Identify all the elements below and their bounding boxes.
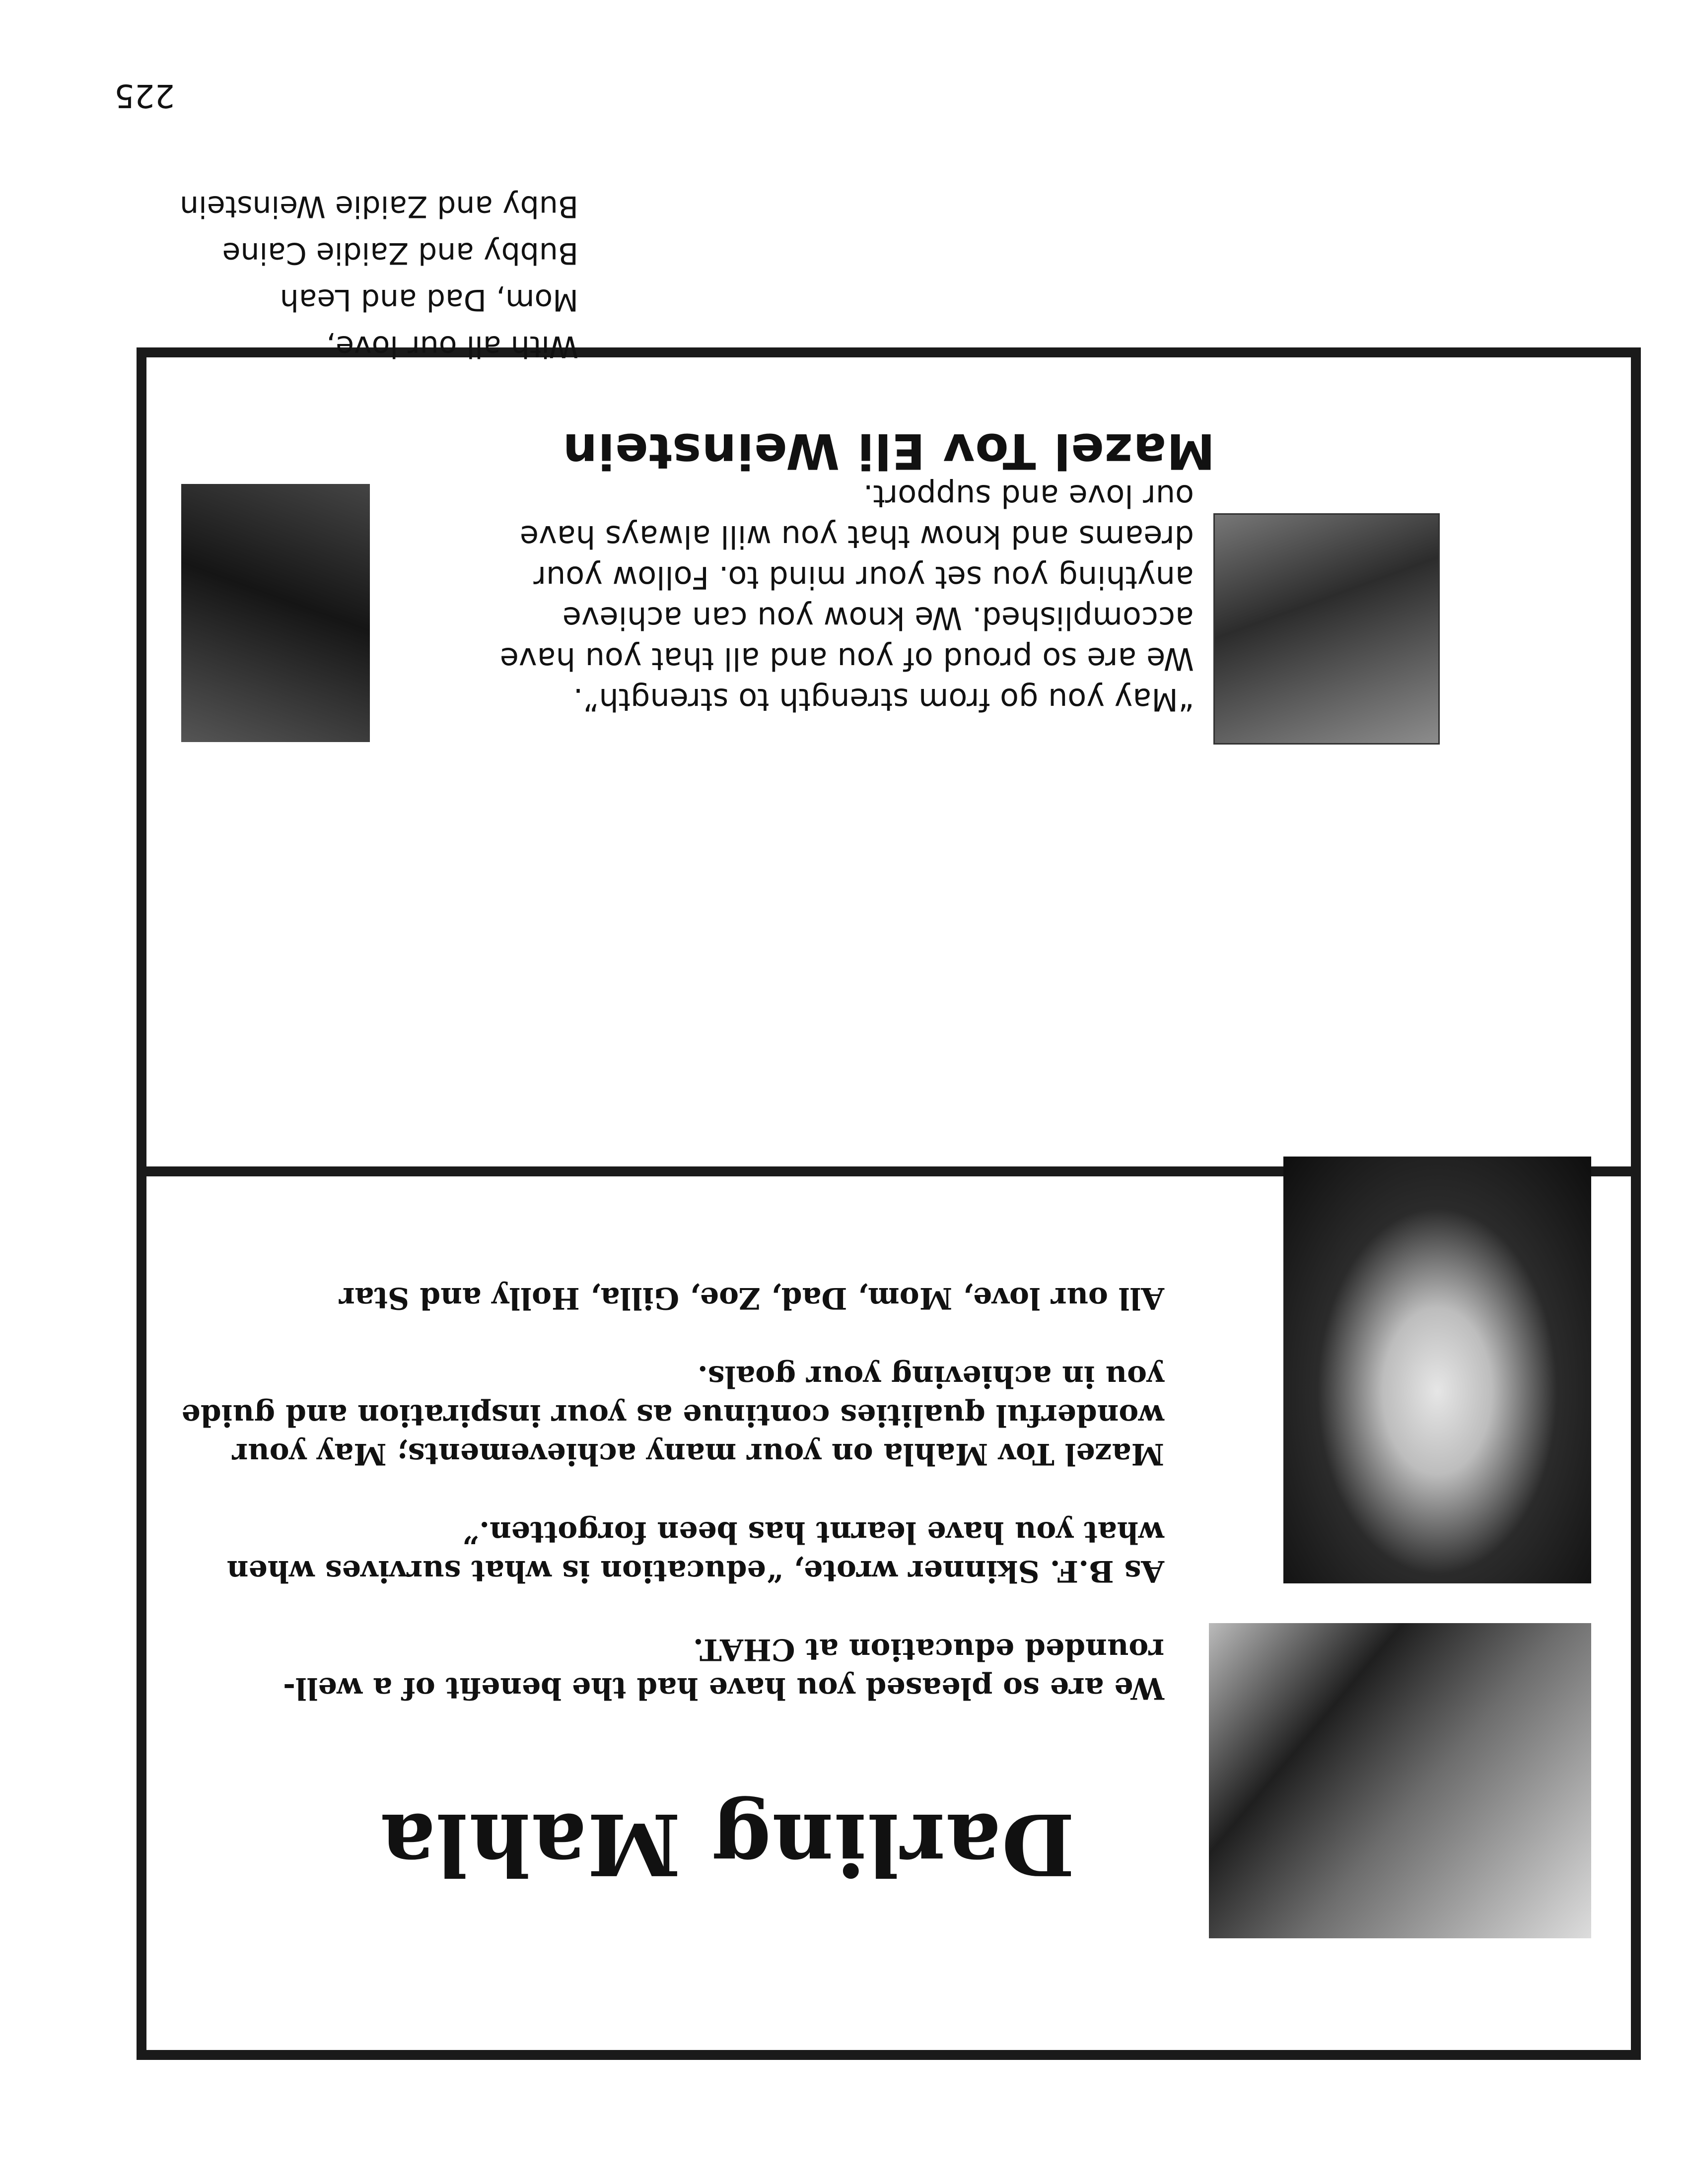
message-line: anything you set your mind to. Follow your bbox=[533, 559, 1194, 596]
darling-mahla-ad bbox=[137, 1166, 1641, 2060]
mahla-ad-title: Darling Mahla bbox=[379, 1794, 1075, 1894]
signature-line: Buby and Zaidie Weinstein bbox=[180, 189, 578, 224]
message-paragraph: As B.F. Skinner wrote, “education is what survives when what you have learnt has been forgotten.” bbox=[226, 1515, 1164, 1588]
baby-photo bbox=[1213, 513, 1440, 745]
message-paragraph: We are so pleased you have had the benefit of a well-rounded education at CHAT. bbox=[283, 1632, 1164, 1706]
child-with-book-photo bbox=[1209, 1623, 1591, 1938]
eli-ad-message bbox=[420, 476, 1194, 720]
message-line: dreams and know that you will always have bbox=[519, 519, 1194, 555]
message-line: accomplished. We know you can achieve bbox=[562, 600, 1194, 636]
message-signature: All our love, Mom, Dad, Zoe, Gilla, Holly and Star bbox=[339, 1281, 1164, 1315]
signature-line: Bubby and Zaidie Caine bbox=[222, 236, 578, 271]
teen-photo bbox=[181, 484, 370, 742]
message-line: “May you go from strength to strength”. bbox=[573, 682, 1194, 718]
signature-line: With all our love, bbox=[326, 329, 578, 364]
message-line: We are so proud of you and all that you have bbox=[499, 641, 1194, 677]
page-number: 225 bbox=[114, 77, 175, 114]
smiling-portrait-photo bbox=[1283, 1157, 1591, 1583]
message-line: our love and support. bbox=[863, 478, 1194, 514]
eli-ad-signature bbox=[132, 183, 578, 370]
eli-weinstein-ad bbox=[137, 189, 1641, 1241]
message-paragraph: Mazel Tov Mahla on your many achievements; May your wonderful qualities continue as your inspiration and guide you in achieving your goals. bbox=[181, 1359, 1164, 1471]
eli-ad-title: Mazel Tov Eli Weinstein bbox=[562, 422, 1215, 479]
signature-line: Mom, Dad and Leah bbox=[280, 282, 578, 317]
mahla-ad-message bbox=[171, 1279, 1164, 1707]
